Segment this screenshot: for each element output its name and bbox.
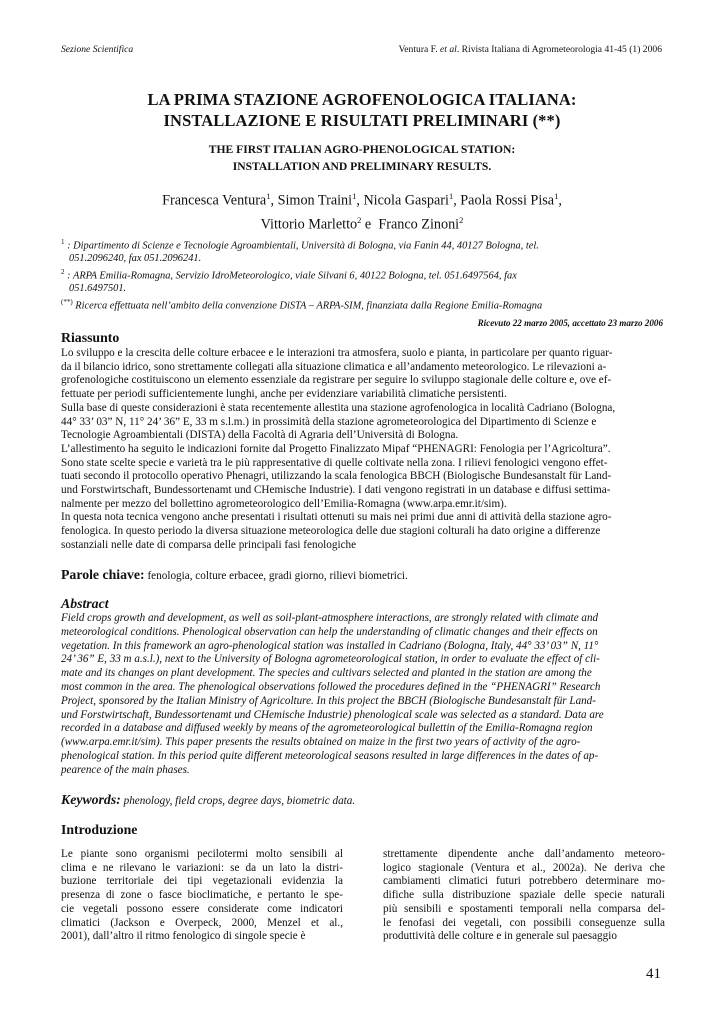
abstract-lines-line: vegetation. In this framework an agro-phenological station was installed in Cadriano (Bologna, Italy, 44° 33’ 03” N, 11° <box>61 639 599 652</box>
riassunto-lines-line: nalmente per mezzo del bollettino agrometeorologico dell’Emilia-Romagna (www.arpa.emr.it/sim). <box>61 497 507 510</box>
abstract-body <box>61 612 664 778</box>
riassunto-lines-line: L’allestimento ha seguito le indicazioni fornite dal Progetto Finalizzato Mipaf “PHENAGRI: Fenologia per l’Agricoltura”. <box>61 442 611 455</box>
abstract-lines-line: Project, sponsored by the Italian Ministry of Agricolture. In this project the BBCH (Biologische Bundesanstalt für Land- <box>61 694 596 707</box>
received-dates: Ricevuto 22 marzo 2005, accettato 23 marzo 2006 <box>477 318 663 328</box>
abstract-lines-line: 24’ 36” E, 33 m a.s.l.), next to the University of Bologna agrometeorological station, in order to evaluate the effect of cli- <box>61 653 600 666</box>
abstract-lines-line: mate and its changes on plant development. The species and cultivars selected and planted in the station are among the <box>61 667 592 680</box>
introduzione-right-lines-line: strettamente dipendente anche dall’andamento meteoro- <box>383 848 665 860</box>
introduzione-left-lines-line: Le piante sono organismi pecilotermi molto sensibili al <box>61 848 343 860</box>
riassunto-lines-line: Lo sviluppo e la crescita delle colture erbacee e le interazioni tra atmosfera, suolo e pianta, in particolare per quanto riguar- <box>61 347 613 359</box>
parole-chiave: Parole chiave: fenologia, colture erbacee, gradi giorno, rilievi biometrici. <box>61 567 408 582</box>
abstract-lines-line: most common in the area. The phenological observations followed the procedures defined in the “PHENAGRI” Research <box>61 680 601 693</box>
riassunto-lines-line: grofenologiche costituiscono un elemento essenziale da registrare per seguire lo sviluppo stagionale delle colture e, ove ef- <box>61 374 612 387</box>
paper-title: LA PRIMA STAZIONE AGROFENOLOGICA ITALIANA: INSTALLAZIONE E RISULTATI PRELIMINARI (**) <box>147 90 577 130</box>
riassunto-lines-line: Sono state scelte specie e varietà tra le più rappresentative di quelle coltivate nella zona. I rilievi fenologici vengono effet- <box>61 456 608 469</box>
riassunto-lines-line: fettuate per periodi sufficientemente lunghi, anche per evidenziare variabilità climatiche persistenti. <box>61 388 507 401</box>
introduzione-left-lines-line: buzione territoriale dei tipi vegetazionali evidenzia la <box>61 875 343 888</box>
page-number: 41 <box>646 966 661 982</box>
riassunto-lines-line: sostanziali nelle date di comparsa delle principali fasi fenologiche <box>61 538 357 551</box>
abstract-lines-line: und Forstwirtschaft, Bundessortenamt und CHemische Industrie) phenological scale was selected as a standard. Data are <box>61 708 604 721</box>
introduzione-right-lines-line: logico stagionale (Ventura et al., 2002a). Ne deriva che <box>383 861 665 874</box>
affiliations: $^1$ : Dipartimento di Scienze e Tecnologie Agroambientali, Università di Bologna, via Fanin 44, 40127 Bologna, tel. 051.2096240, fax 051.2096241. $^2$ : ARPA Emilia-Romagna, Servizio IdroMeteorologico, viale Silvani 6, 40122 Bologna, tel. 051.6497564, fax 051.6497501. (**) Ricerca effettuata nell’ambito della convenzione DiSTA – ARPA-SIM, finanziata dalla Regione Emilia-Romagna <box>61 238 543 312</box>
introduzione-right-lines-line: produttività delle colture e in generale sul paesaggio <box>383 930 617 943</box>
introduzione-heading: Introduzione <box>61 822 138 837</box>
paper-subtitle-english: THE FIRST ITALIAN AGRO-PHENOLOGICAL STATION: INSTALLATION AND PRELIMINARY RESULTS. <box>208 143 516 173</box>
running-header-citation: Ventura F. et al. Rivista Italiana di Agrometeorologia 41-45 (1) 2006 <box>398 44 662 55</box>
introduzione-right-lines-line: cambiamenti climatici futuri potrebbero determinare mo- <box>383 875 665 888</box>
introduzione-left-lines-line: climatici (Jackson e Overpeck, 2000, Menzel et al., <box>61 916 343 929</box>
riassunto-lines-line: da il bilancio idrico, sono strettamente collegati alla situazione climatica e all’andamento meteorologico. Le rilevazioni a- <box>61 360 607 373</box>
introduzione-left-lines-line: clima e ne rilevano le variazioni: se da un lato la distri- <box>61 861 343 874</box>
abstract-lines-line: Field crops growth and development, as well as soil-plant-atmosphere interactions, are strongly related with climate and <box>61 612 599 624</box>
introduzione-right-lines-line: più sensibili e spostamenti temporali nella comparsa del- <box>383 902 665 915</box>
author-list: Francesca Ventura$^1$, Simon Traini$^1$, Nicola Gaspari$^1$, Paola Rossi Pisa$^1$, Vittorio Marletto$^2$ e Franco Zinoni$^2$ <box>162 191 562 233</box>
introduzione-right-lines-line: le fenofasi dei vegetali, con possibili conseguenze sulla <box>383 916 665 929</box>
keywords: Keywords: phenology, field crops, degree days, biometric data. <box>61 792 356 807</box>
riassunto-lines-line: und Forstwirtschaft, Bundessortenamt und CHemische Industrie). I dati vengono registrati in un database e diffusi settima- <box>61 484 611 497</box>
introduzione-right-column <box>383 848 665 944</box>
running-header-section: Sezione Scientifica <box>61 44 134 55</box>
riassunto-lines-line: tuati secondo il protocollo operativo Phenagri, utilizzando la scala fenologica BBCH (Biologische Bundesanstalt für Land- <box>61 470 612 483</box>
abstract-lines-line: phenological station. In this period quite different meteorological seasons resulted in large differences in the dates of ap- <box>61 749 599 762</box>
introduzione-right-lines-line: difiche sulla distribuzione spaziale delle specie naturali <box>383 889 665 902</box>
abstract-heading: Abstract <box>61 596 109 611</box>
riassunto-heading: Riassunto <box>61 330 120 345</box>
introduzione-left-lines-line: 2001), dall’altro il ritmo fenologico di singole specie è <box>61 930 306 943</box>
abstract-lines-line: pearence of the main phases. <box>61 763 190 776</box>
abstract-lines-line: meteorological conditions. Phenological observation can help the understanding of climatic changes and their effects on <box>61 625 598 638</box>
introduzione-left-lines-line: cie vegetali possono essere considerate come indicatori <box>61 902 343 915</box>
riassunto-lines-line: Sulla base di queste considerazioni è stata recentemente allestita una stazione agrofenologica in località Cadriano (Bologna, <box>61 401 616 414</box>
riassunto-lines-line: fenologica. In questo periodo la diversa situazione meteorologica delle due stagioni colturali ha dato origine a differenze <box>61 525 601 538</box>
riassunto-lines-line: Tecnologie Agroambientali (DISTA) della Facoltà di Agraria dell’Università di Bologna. <box>61 429 459 442</box>
riassunto-body <box>61 347 664 553</box>
abstract-lines-line: (www.arpa.emr.it/sim). This paper presents the results obtained on maize in the first two years of activity of the agro- <box>61 736 581 749</box>
abstract-lines-line: recorded in a database and diffused weekly by means of the agrometeorological bullettin of the Emilia-Romagna region <box>61 722 593 735</box>
introduzione-left-column <box>61 848 343 944</box>
riassunto-lines-line: 44° 33’ 03” N, 11° 24’ 36” E, 33 m s.l.m.) in prossimità della stazione agrometeorologica del Dipartimento di Scienze e <box>61 415 597 428</box>
riassunto-lines-line: In questa nota tecnica vengono anche presentati i risultati ottenuti su mais nei primi due anni di attività della stazione agro- <box>61 511 612 524</box>
introduzione-left-lines-line: presenza di zone o fasce bioclimatiche, e pertanto le spe- <box>61 889 343 902</box>
